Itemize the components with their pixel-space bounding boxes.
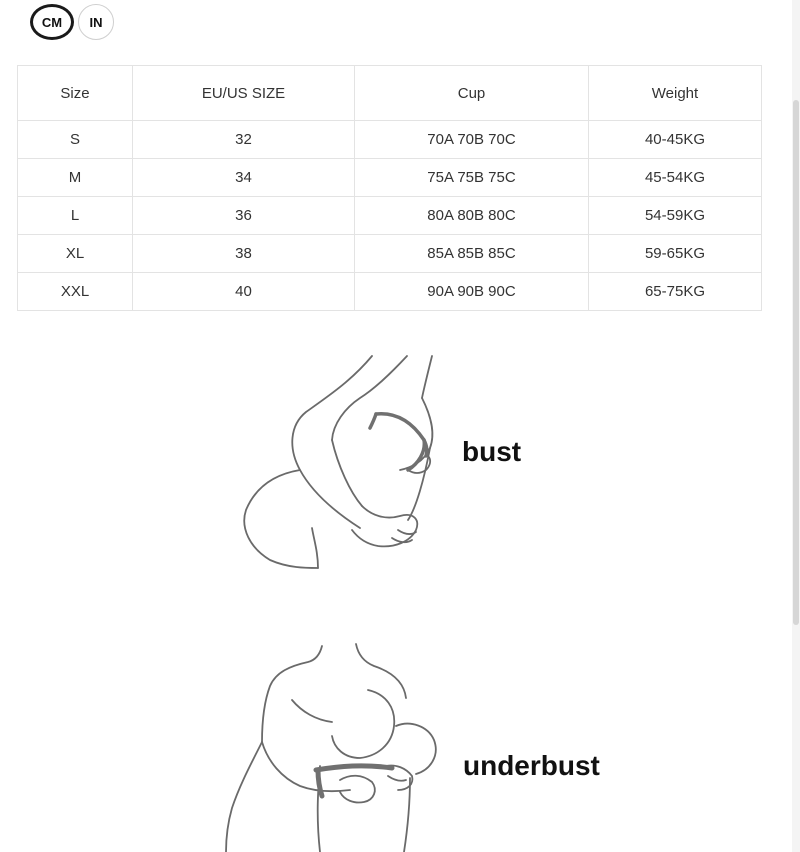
cell-cup: 70A 70B 70C [355, 121, 589, 159]
unit-in-button[interactable]: IN [78, 4, 114, 40]
header-weight: Weight [589, 66, 762, 121]
cell-eu-us-size: 34 [133, 159, 355, 197]
cell-size: L [18, 197, 133, 235]
cell-cup: 90A 90B 90C [355, 273, 589, 311]
underbust-illustration [226, 644, 436, 852]
bust-label: bust [462, 436, 522, 467]
bust-tape-measure [370, 414, 427, 470]
cell-cup: 75A 75B 75C [355, 159, 589, 197]
cell-eu-us-size: 36 [133, 197, 355, 235]
cell-size: M [18, 159, 133, 197]
bust-illustration [244, 356, 432, 568]
cell-size: XXL [18, 273, 133, 311]
cell-cup: 80A 80B 80C [355, 197, 589, 235]
cell-eu-us-size: 32 [133, 121, 355, 159]
underbust-label: underbust [463, 750, 600, 781]
cell-size: XL [18, 235, 133, 273]
cell-weight: 59-65KG [589, 235, 762, 273]
header-cup: Cup [355, 66, 589, 121]
unit-cm-button[interactable]: CM [30, 4, 74, 40]
cell-eu-us-size: 38 [133, 235, 355, 273]
cell-size: S [18, 121, 133, 159]
header-size: Size [18, 66, 133, 121]
header-eu-us-size: EU/US SIZE [133, 66, 355, 121]
cell-eu-us-size: 40 [133, 273, 355, 311]
cell-cup: 85A 85B 85C [355, 235, 589, 273]
cell-weight: 54-59KG [589, 197, 762, 235]
cell-weight: 40-45KG [589, 121, 762, 159]
cell-weight: 65-75KG [589, 273, 762, 311]
cell-weight: 45-54KG [589, 159, 762, 197]
